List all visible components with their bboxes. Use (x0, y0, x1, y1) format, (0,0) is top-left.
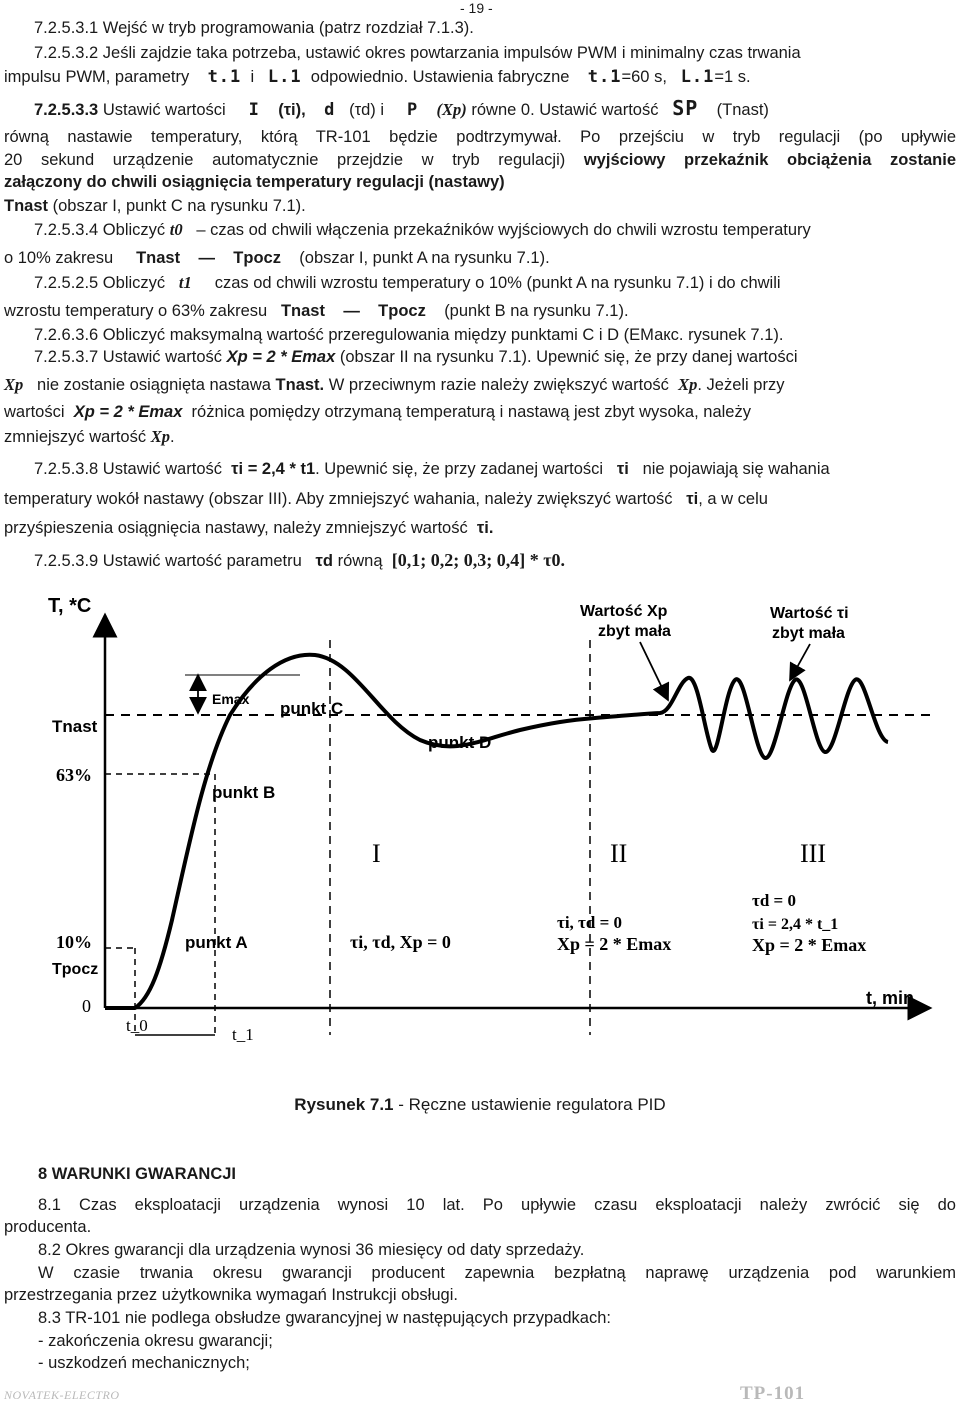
origin-zero: 0 (82, 996, 91, 1016)
region-2-label: II (610, 839, 628, 868)
xp-formula: Xp = 2 * Emax (73, 403, 183, 421)
tau-d-formula: [0,1; 0,2; 0,3; 0,4] * τ0. (391, 550, 565, 570)
text: nie zostanie osiągnięta nastawa (37, 376, 271, 394)
level-10-label: 10% (56, 932, 92, 952)
tnast-label: Tnast (52, 717, 98, 736)
x-axis-label: t, min (866, 988, 914, 1008)
param-l1-symbol: L.1 (680, 67, 715, 87)
region-3-params-1: τd = 0 (752, 891, 796, 910)
punkt-b-label: punkt B (212, 783, 276, 802)
text: temperatury wokół nastawy (obszar III). Aby zmniejszyć wahania, należy zwiększyć wartość (4, 490, 673, 508)
section-8-1-line2: producenta. (4, 1218, 92, 1236)
section-8-1-line1: 8.1 Czas eksploatacji urządzenia wynosi 10 lat. Po upływie czasu eksploatacji należy zwrócić się do (38, 1196, 956, 1214)
text: 7.2.5.3.7 Ustawić wartość (34, 348, 222, 366)
param-t1-symbol: t.1 (587, 67, 622, 87)
tnast-label: Tnast (4, 197, 49, 215)
tnast-label: Tnast (136, 249, 181, 267)
tau-i-symbol: τi (686, 490, 699, 508)
text: wzrostu temperatury o 63% zakresu (4, 302, 268, 320)
punkt-c-label: punkt C (280, 699, 344, 718)
note-ti-arrow (790, 644, 810, 680)
param-p-symbol: P (406, 100, 419, 120)
temperature-response-curve (105, 655, 888, 1008)
text: (obszar I, punkt A na rysunku 7.1). (299, 249, 550, 267)
section-7-2-5-3-4 (34, 220, 811, 240)
xp-symbol: Xp (4, 375, 24, 394)
text: różnica pomiędzy otrzymaną temperaturą i nastawą jest zbyt wysoka, należy (191, 403, 751, 421)
text: o 10% zakresu (4, 249, 114, 267)
section-number: 7.2.5.3.3 (34, 101, 99, 119)
text: czas od chwili wzrostu temperatury o 10% (punkt A na rysunku 7.1) i do chwili (214, 274, 781, 292)
text: (obszar I, punkt C na rysunku 7.1). (52, 197, 306, 215)
value-1s: =1 s. (714, 68, 751, 86)
section-8-heading: 8 WARUNKI GWARANCJI (38, 1165, 237, 1183)
page-number: - 19 - (460, 0, 493, 16)
tau-d-symbol: τd (315, 552, 333, 570)
text: impulsu PWM, parametry (4, 68, 190, 86)
text: przyśpieszenia osiągnięcia nastawy, należy zmniejszyć wartość (4, 519, 468, 537)
tpocz-label: Tpocz (233, 249, 281, 267)
region-1-label: I (372, 839, 381, 868)
text: W przeciwnym razie należy zwiększyć wartość (328, 376, 669, 394)
list-item: - zakończenia okresu gwarancji; (38, 1332, 273, 1350)
t1-symbol: t1 (178, 273, 192, 292)
region-2-params-1: τi, τd = 0 (557, 913, 623, 932)
list-item: - uszkodzeń mechanicznych; (38, 1354, 250, 1372)
text: odpowiednio. Ustawienia fabryczne (310, 68, 570, 86)
section-7-2-5-3-1: 7.2.5.3.1 Wejść w tryb programowania (patrz rozdział 7.1.3). (34, 19, 474, 37)
section-7-2-5-3-3-line2: równą nastawie temperatury, którą TR-101 będzie podtrzymywał. Po przejściu w tryb regulacji (po upływie (4, 128, 956, 146)
param-i-symbol: I (248, 100, 260, 120)
text: (obszar II na rysunku 7.1). Upewnić się, że przy danej wartości (339, 348, 798, 366)
section-7-2-5-3-7 (34, 347, 797, 367)
section-7-2-5-3-4-line2 (4, 248, 550, 268)
tau-d-label: (τd) i (349, 101, 385, 119)
text: (punkt B na rysunku 7.1). (444, 302, 629, 320)
param-d-symbol: d (324, 100, 336, 120)
text: 7.2.5.3.8 Ustawić wartość (34, 460, 222, 478)
region-3-params-3: Xp = 2 * Emax (752, 935, 867, 955)
text: równą (337, 552, 383, 570)
tau-i-label: (τi), (278, 101, 306, 119)
text: i (250, 68, 255, 86)
tau-i-symbol: τi (616, 460, 629, 478)
caption-text: - Ręczne ustawienie regulatora PID (398, 1095, 666, 1114)
note-xp-line1: Wartość Xp (580, 603, 668, 620)
section-7-2-5-3-8 (34, 459, 830, 479)
figure-caption (0, 1095, 960, 1115)
region-1-params: τi, τd, Xp = 0 (350, 932, 451, 952)
xp-label: (Xp) (436, 100, 467, 119)
t0-label: t_0 (126, 1016, 148, 1035)
xp-symbol: Xp (150, 427, 170, 446)
section-7-2-5-3-3-line4: załączony do chwili osiągnięcia temperatury regulacji (nastawy) (4, 173, 505, 191)
section-7-2-5-3-9 (34, 550, 565, 571)
text: wartości (4, 403, 65, 421)
tnast-label: Tnast (280, 302, 325, 320)
text: , a w celu (698, 490, 768, 508)
text: równe 0. Ustawić wartość (471, 101, 659, 119)
tnast-label: Tnast. (275, 376, 325, 394)
param-t1-symbol: t.1 (207, 67, 242, 87)
section-7-2-5-3-3-line5 (4, 196, 306, 216)
region-3-label: III (800, 839, 826, 868)
level-63-label: 63% (56, 765, 92, 785)
punkt-d-label: punkt D (428, 733, 492, 752)
caption-number: Rysunek 7.1 (294, 1095, 394, 1114)
text: – czas od chwili włączenia przekaźników wyjściowych do chwili wzrostu temperatury (196, 221, 811, 239)
section-7-2-5-3-8-line2 (4, 489, 768, 509)
section-7-2-5-2-5-line2 (4, 301, 629, 321)
param-sp-symbol: SP (672, 96, 699, 120)
text: zmniejszyć wartość (4, 428, 147, 446)
tnast-label: (Tnast) (716, 101, 769, 119)
text: . Upewnić się, że przy zadanej wartości (315, 460, 604, 478)
section-7-2-5-3-2: 7.2.5.3.2 Jeśli zajdzie taka potrzeba, ustawić okres powtarzania impulsów PWM i minimalny czas trwania (34, 44, 801, 62)
text: 7.2.5.2.5 Obliczyć (34, 274, 166, 292)
section-7-2-5-3-7-line3 (4, 402, 751, 422)
note-xp-arrow (640, 642, 668, 700)
note-xp-line2: zbyt mała (598, 623, 671, 640)
section-7-2-6-3-6: 7.2.6.3.6 Obliczyć maksymalną wartość przeregulowania między punktami C i D (EМакс. rysunek 7.1). (34, 326, 784, 344)
text: nie pojawiają się wahania (642, 460, 830, 478)
section-8-2-line3: przestrzegania przez użytkownika wymagań Instrukcji obsługi. (4, 1286, 458, 1304)
text: 20 sekund urządzenie automatycznie przejdzie w tryb regulacji) (4, 151, 566, 169)
xp-formula: Xp = 2 * Emax (226, 348, 336, 366)
section-7-2-5-3-7-line2 (4, 375, 784, 395)
note-ti-line1: Wartość τi (770, 605, 849, 622)
footer-brand: NOVATEK-ELECTRO (4, 1388, 120, 1402)
y-axis-label: T, *C (48, 595, 92, 617)
text: . Jeżeli przy (697, 376, 785, 394)
section-7-2-5-3-8-line3 (4, 518, 493, 538)
text: Ustawić wartości (102, 101, 226, 119)
section-8-2-line2: W czasie trwania okresu gwarancji producent zapewnia bezpłatną naprawę urządzenia pod warunkiem (38, 1264, 956, 1282)
note-ti-line2: zbyt mała (772, 625, 845, 642)
section-8-3: 8.3 TR-101 nie podlega obsłudze gwarancyjnej w następujących przypadkach: (38, 1309, 611, 1327)
param-l1-symbol: L.1 (267, 67, 302, 87)
region-3-params-2: τi = 2,4 * t_1 (752, 916, 839, 933)
dash: — (343, 302, 360, 320)
section-7-2-5-3-3-line3 (4, 150, 956, 170)
bold-text: wyjściowy przekaźnik obciążenia zostanie (583, 151, 956, 169)
text: 7.2.5.3.9 Ustawić wartość parametru (34, 552, 302, 570)
dash: — (198, 249, 215, 267)
section-7-2-5-3-3 (34, 98, 769, 120)
text: 7.2.5.3.4 Obliczyć (34, 221, 166, 239)
tpocz-label: Tpocz (52, 961, 99, 978)
tau-i-symbol: τi. (476, 519, 494, 537)
emax-label: Emax (212, 691, 250, 707)
t1-label: t_1 (232, 1025, 254, 1044)
xp-symbol: Xp (678, 375, 698, 394)
section-7-2-5-2-5 (34, 273, 781, 293)
tau-i-formula: τi = 2,4 * t1 (231, 460, 316, 478)
section-7-2-5-3-7-line4 (4, 427, 175, 447)
text: . (169, 428, 175, 446)
footer-model: TP-101 (740, 1383, 806, 1404)
value-60s: =60 s, (621, 68, 667, 86)
punkt-a-label: punkt A (185, 933, 248, 952)
region-2-params-2: Xp = 2 * Emax (557, 934, 672, 954)
tpocz-label: Tpocz (378, 302, 426, 320)
section-8-2: 8.2 Okres gwarancji dla urządzenia wynosi 36 miesięcy od daty sprzedaży. (38, 1241, 585, 1259)
section-7-2-5-3-2-line2 (4, 67, 751, 87)
pid-tuning-figure (0, 580, 960, 1080)
t0-symbol: t0 (169, 220, 183, 239)
